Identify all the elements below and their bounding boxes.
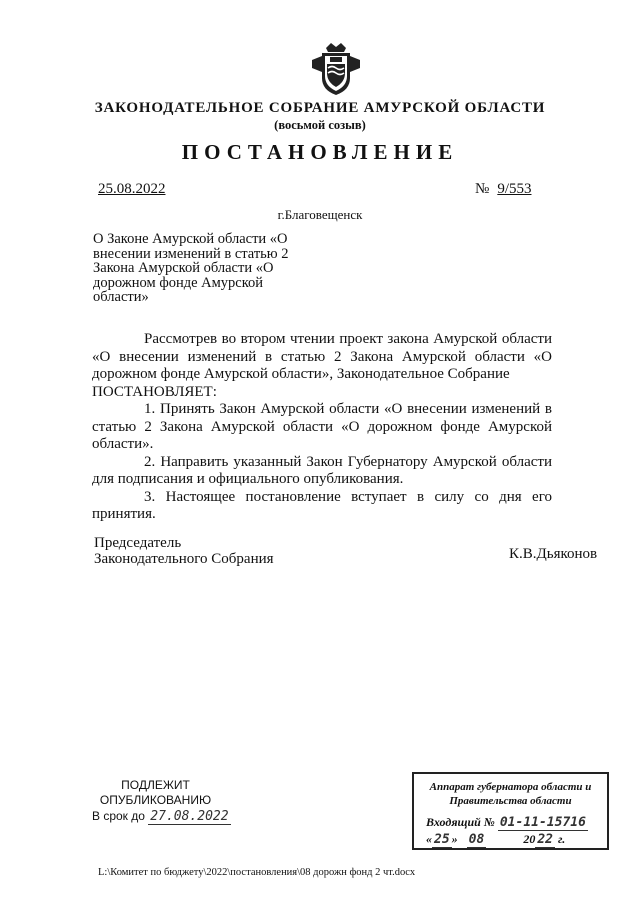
number-value: 9/553 (497, 181, 532, 197)
coat-of-arms-icon (304, 42, 368, 96)
publication-deadline (92, 809, 231, 824)
file-path: L:\Комитет по бюджету\2022\постановления\08 дорожн фонд 2 чт.docx (98, 867, 416, 878)
item-2: 2. Направить указанный Закон Губернатору Амурской области для подписания и официального опубликования. (92, 453, 552, 487)
signatory-position (94, 535, 274, 567)
preamble: Рассмотрев во втором чтении проект закона Амурской области «О внесении изменений в статью 2 Закона Амурской области «О дорожном фонде Амурской области», Законодательное Собрание (92, 331, 552, 382)
stamp-title-line-1: Аппарат губернатора области и (429, 781, 592, 793)
document-body (92, 331, 552, 524)
publication-line-1: ПОДЛЕЖИТ (121, 778, 190, 792)
document-subject: О Законе Амурской области «О внесении изменений в статью 2 Закона Амурской области «О дорожном фонде Амурской области» (93, 231, 289, 305)
stamp-incoming-number (426, 815, 588, 830)
incoming-registration-stamp (412, 772, 609, 850)
publication-stamp (88, 778, 223, 808)
position-line-2: Законодательного Собрания (94, 551, 274, 567)
item-1: 1. Принять Закон Амурской области «О внесении изменений в статью 2 Закона Амурской области «О дорожном фонде Амурской области». (92, 401, 552, 452)
city: г.Благовещенск (277, 207, 363, 222)
quote-close: » (451, 832, 458, 846)
resolves-heading: ПОСТАНОВЛЯЕТ: (92, 383, 217, 400)
year-unit: г. (557, 832, 566, 846)
document-date: 25.08.2022 (98, 181, 166, 197)
incoming-label: Входящий № (426, 815, 495, 829)
document-type-title: ПОСТАНОВЛЕНИЕ (181, 140, 459, 164)
number-sign: № (475, 181, 490, 197)
item-3: 3. Настоящее постановление вступает в силу со дня его принятия. (92, 488, 552, 522)
quote-open: « (426, 832, 432, 846)
deadline-handwritten: 27.08.2022 (150, 809, 229, 824)
document-number (475, 181, 531, 198)
organization-name: ЗАКОНОДАТЕЛЬНОЕ СОБРАНИЕ АМУРСКОЙ ОБЛАСТИ (94, 100, 546, 116)
stamp-title (414, 780, 607, 808)
convocation: (восьмой созыв) (274, 118, 366, 132)
stamp-title-line-2: Правительства области (449, 795, 572, 807)
incoming-number-handwritten: 01-11-15716 (499, 815, 586, 830)
year-handwritten: 22 (537, 832, 553, 847)
position-line-1: Председатель (94, 535, 182, 551)
stamp-date (426, 832, 606, 847)
publication-line-2: ОПУБЛИКОВАНИЮ (99, 793, 212, 807)
signatory-name: К.В.Дьяконов (509, 546, 598, 562)
day-handwritten: 25 (434, 832, 450, 847)
deadline-label: В срок до (92, 809, 145, 823)
year-prefix: 20 (523, 832, 536, 846)
month-handwritten: 08 (468, 832, 485, 847)
